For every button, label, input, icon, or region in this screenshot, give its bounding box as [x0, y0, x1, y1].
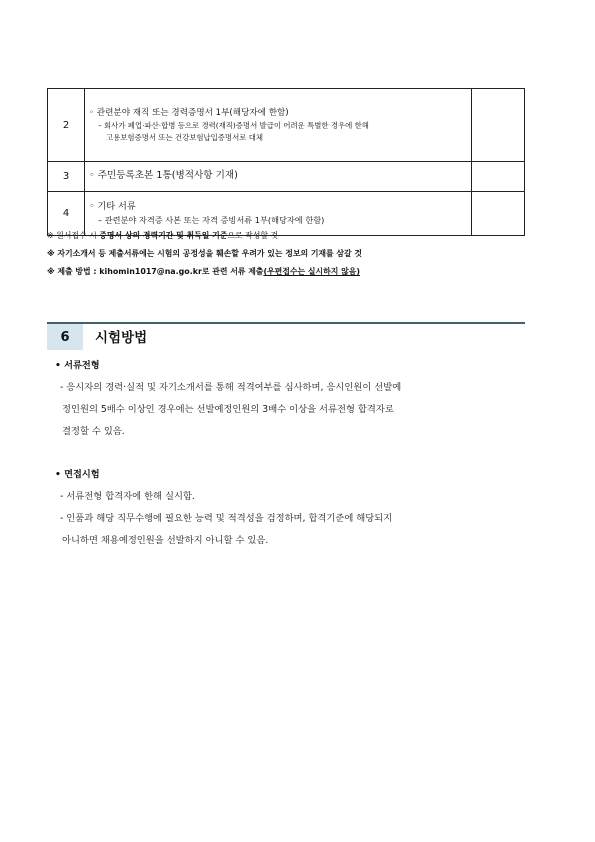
interview-block: [55, 468, 535, 552]
note-certificate-basis: ※ 원서접수 시 증명서 상의 경력기간 및 취득일 기준으로 작성할 것: [47, 231, 279, 240]
interview-line: 아니하면 채용예정인원을 선발하지 아니할 수 있음.: [62, 535, 269, 546]
document-review-line: 정인원의 5배수 이상인 경우에는 선발예정인원의 3배수 이상을 서류전형 합격자로: [62, 404, 394, 415]
interview-line: - 인품과 해당 직무수행에 필요한 능력 및 적격성을 검정하며, 합격기준에 해당되지: [60, 513, 393, 524]
row-check-cell: [472, 162, 525, 192]
row-number: 3: [48, 162, 85, 192]
table-row: [48, 162, 525, 192]
note-submission-method: ※ 제출 방법 : kihomin1017@na.go.kr로 관련 서류 제출(우편접수는 실시하지 않음): [47, 267, 360, 276]
row-content: [85, 89, 472, 162]
document-review-heading: • 서류전형: [55, 360, 100, 371]
section-number: 6: [47, 324, 83, 350]
item-bullet: ◦ 기타 서류: [89, 201, 136, 212]
document-review-block: [55, 359, 535, 443]
note-personal-info: ※ 자기소개서 등 제출서류에는 시험의 공정성을 훼손할 우려가 있는 정보의 기재를 삼갈 것: [47, 249, 363, 258]
item-sub-line-cont: 고용보험증명서 또는 건강보험납입증명서로 대체: [106, 132, 263, 142]
item-sub-line: – 관련분야 자격증 사본 또는 자격 증빙서류 1부(해당자에 한함): [98, 215, 325, 225]
item-bullet: ◦ 관련분야 재직 또는 경력증명서 1부(해당자에 한함): [89, 107, 289, 118]
interview-heading: • 면접시험: [55, 469, 100, 480]
section-header: [47, 322, 525, 350]
item-sub-line: – 회사가 폐업·파산·합병 등으로 경력(재직)증명서 발급이 어려운 특별한 경우에 한해: [98, 120, 369, 130]
table-row: [48, 89, 525, 162]
document-review-line: - 응시자의 경력·실적 및 자기소개서를 통해 적격여부를 심사하며, 응시인원이 선발예: [60, 382, 402, 393]
row-number: 2: [48, 89, 85, 162]
row-check-cell: [472, 89, 525, 162]
notes: [47, 227, 547, 281]
section-title: 시험방법: [95, 330, 148, 346]
interview-line: - 서류전형 합격자에 한해 실시함.: [60, 491, 195, 502]
document-review-line: 결정할 수 있음.: [62, 426, 125, 437]
row-number: 4: [48, 192, 85, 236]
row-content: [85, 162, 472, 192]
documents-table: [47, 88, 525, 236]
item-bullet: ◦ 주민등록초본 1통(병적사항 기재): [89, 170, 238, 181]
